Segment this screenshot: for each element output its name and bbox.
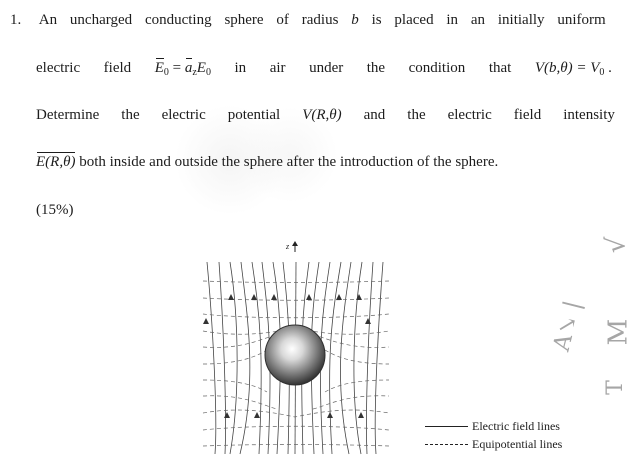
legend-label-equipotential-lines: Equipotential lines [472, 436, 563, 451]
word: that [488, 60, 512, 76]
word: potential [227, 107, 281, 123]
solid-line-icon [425, 426, 468, 427]
question-line-3 [36, 106, 615, 124]
line-end-period: . [608, 60, 612, 76]
word: air [269, 60, 286, 76]
word: An [38, 12, 58, 28]
word: in [446, 12, 459, 28]
word: of [276, 12, 289, 28]
word: initially [497, 12, 545, 28]
word: electric [447, 107, 492, 123]
question-line-1 [10, 11, 619, 29]
word: radius [301, 12, 339, 28]
incident-field-equation [155, 59, 211, 82]
word: condition [408, 60, 466, 76]
question-points: (15%) [36, 202, 74, 218]
legend-label-field-lines: Electric field lines [472, 418, 560, 433]
field-intensity-expression: E(R,θ) [36, 154, 76, 170]
word: electric [36, 60, 81, 76]
field-magnitude-symbol: E [196, 60, 206, 76]
boundary-condition [535, 59, 612, 82]
word: Determine [36, 107, 100, 123]
field-subscript: 0 [163, 67, 169, 78]
word: sphere [224, 12, 264, 28]
conducting-sphere [265, 325, 325, 385]
word: placed [394, 12, 434, 28]
field-diagram [185, 234, 405, 466]
potential-expression: V(R,θ) [302, 107, 342, 123]
boundary-condition-subscript: 0 [599, 67, 605, 78]
question-line-2 [36, 59, 612, 82]
unit-vector-subscript: z [192, 67, 197, 78]
field-symbol: E [154, 60, 164, 76]
word: an [470, 12, 486, 28]
word: under [309, 60, 344, 76]
word: field [103, 60, 132, 76]
equals-sign: = [172, 60, 182, 76]
word: uncharged [69, 12, 133, 28]
legend-item-field-lines [425, 417, 615, 435]
word: conducting [144, 12, 212, 28]
figure-legend [425, 417, 615, 457]
field-magnitude-subscript: 0 [205, 67, 211, 78]
word: in [234, 60, 247, 76]
margin-note: M [603, 318, 633, 346]
word: intensity [563, 107, 615, 123]
word: the [366, 60, 386, 76]
z-axis-label: z [286, 242, 290, 251]
word: is [371, 12, 382, 28]
question-number: 1. [10, 12, 22, 28]
margin-note: A↘ | [548, 298, 587, 354]
question-line-4 [36, 153, 619, 171]
unit-vector-symbol: a [184, 60, 193, 76]
word: field [513, 107, 542, 123]
word: electric [161, 107, 206, 123]
question-line-4-rest: both inside and outside the sphere after the introduction of the sphere. [79, 154, 499, 170]
margin-note: √ [601, 236, 632, 254]
word: uniform [557, 12, 606, 28]
word: the [407, 107, 426, 123]
legend-item-equipotential-lines [425, 435, 615, 453]
dashed-line-icon [425, 444, 468, 445]
word: the [121, 107, 140, 123]
word: and [363, 107, 386, 123]
boundary-condition-expression: V(b,θ) = V [534, 60, 600, 76]
z-axis-marker [285, 241, 298, 252]
margin-note: T [602, 380, 628, 395]
radius-symbol: b [351, 12, 359, 28]
